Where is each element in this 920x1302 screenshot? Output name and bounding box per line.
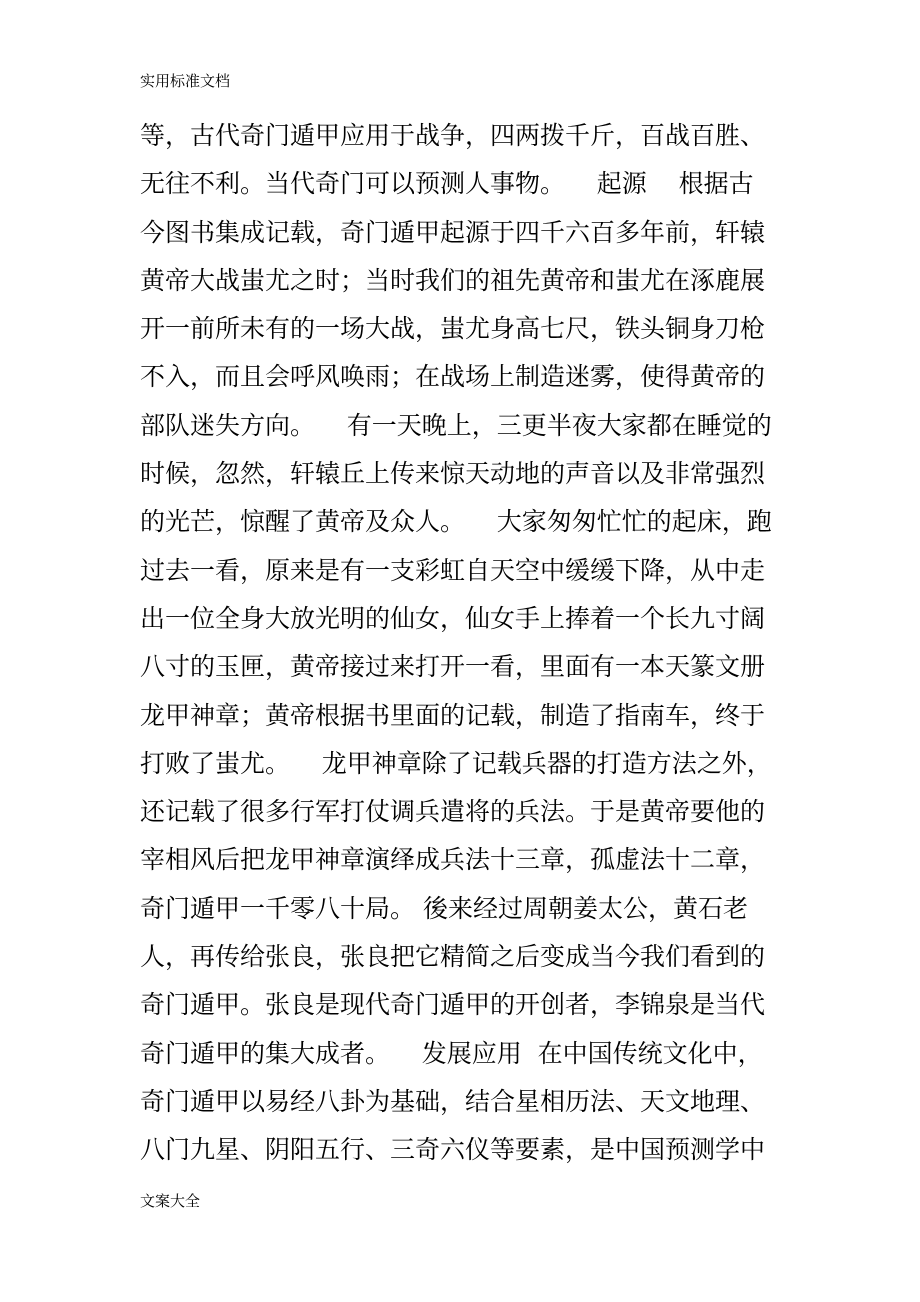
text-line: 奇门遁甲的集大成者。 发展应用 在中国传统文化中， [140,1038,763,1068]
text-line: 黄帝大战蚩尤之时；当时我们的祖先黄帝和蚩尤在涿鹿展 [140,265,766,295]
text-line: 部队迷失方向。 有一天晚上，三更半夜大家都在睡觉的 [140,410,772,440]
text-line: 还记载了很多行军打仗调兵遣将的兵法。于是黄帝要他的 [140,797,766,827]
text-line: 不入，而且会呼风唤雨；在战场上制造迷雾，使得黄帝的 [140,362,766,392]
text-line: 宰相风后把龙甲神章演绎成兵法十三章，孤虚法十二章， [140,845,766,875]
text-line: 等，古代奇门遁甲应用于战争，四两拨千斤，百战百胜、 [140,121,766,150]
document-body [140,112,780,1175]
text-line: 时候，忽然，轩辕丘上传来惊天动地的声音以及非常强烈 [140,459,766,489]
text-line: 八寸的玉匣，黄帝接过来打开一看，里面有一本天篆文册 [140,652,766,682]
page-footer: 文案大全 [140,1192,201,1210]
text-line: 八门九星、阴阳五行、三奇六仪等要素，是中国预测学中 [140,1135,766,1165]
page-header: 实用标准文档 [140,72,231,90]
text-line: 龙甲神章；黄帝根据书里面的记载，制造了指南车，终于 [140,700,766,730]
text-line: 奇门遁甲。张良是现代奇门遁甲的开创者，李锦泉是当代 [140,990,766,1020]
text-line: 今图书集成记载，奇门遁甲起源于四千六百多年前，轩辕 [140,217,766,247]
text-line: 奇门遁甲以易经八卦为基础，结合星相历法、天文地理、 [140,1086,766,1116]
text-line: 过去一看，原来是有一支彩虹自天空中缓缓下降，从中走 [140,555,766,585]
text-line: 开一前所未有的一场大战，蚩尤身高七尺，铁头铜身刀枪 [140,314,766,344]
text-line: 出一位全身大放光明的仙女，仙女手上捧着一个长九寸阔 [140,603,766,633]
text-line: 奇门遁甲一千零八十局。 後来经过周朝姜太公，黄石老 [140,893,748,923]
text-line: 打败了蚩尤。 龙甲神章除了记载兵器的打造方法之外， [140,748,772,778]
text-line: 人，再传给张良，张良把它精简之后变成当今我们看到的 [140,942,766,972]
text-line: 无往不利。当代奇门可以预测人事物。 起源 根据古 [140,169,754,199]
text-line: 的光芒，惊醒了黄帝及众人。 大家匆匆忙忙的起床，跑 [140,507,772,537]
